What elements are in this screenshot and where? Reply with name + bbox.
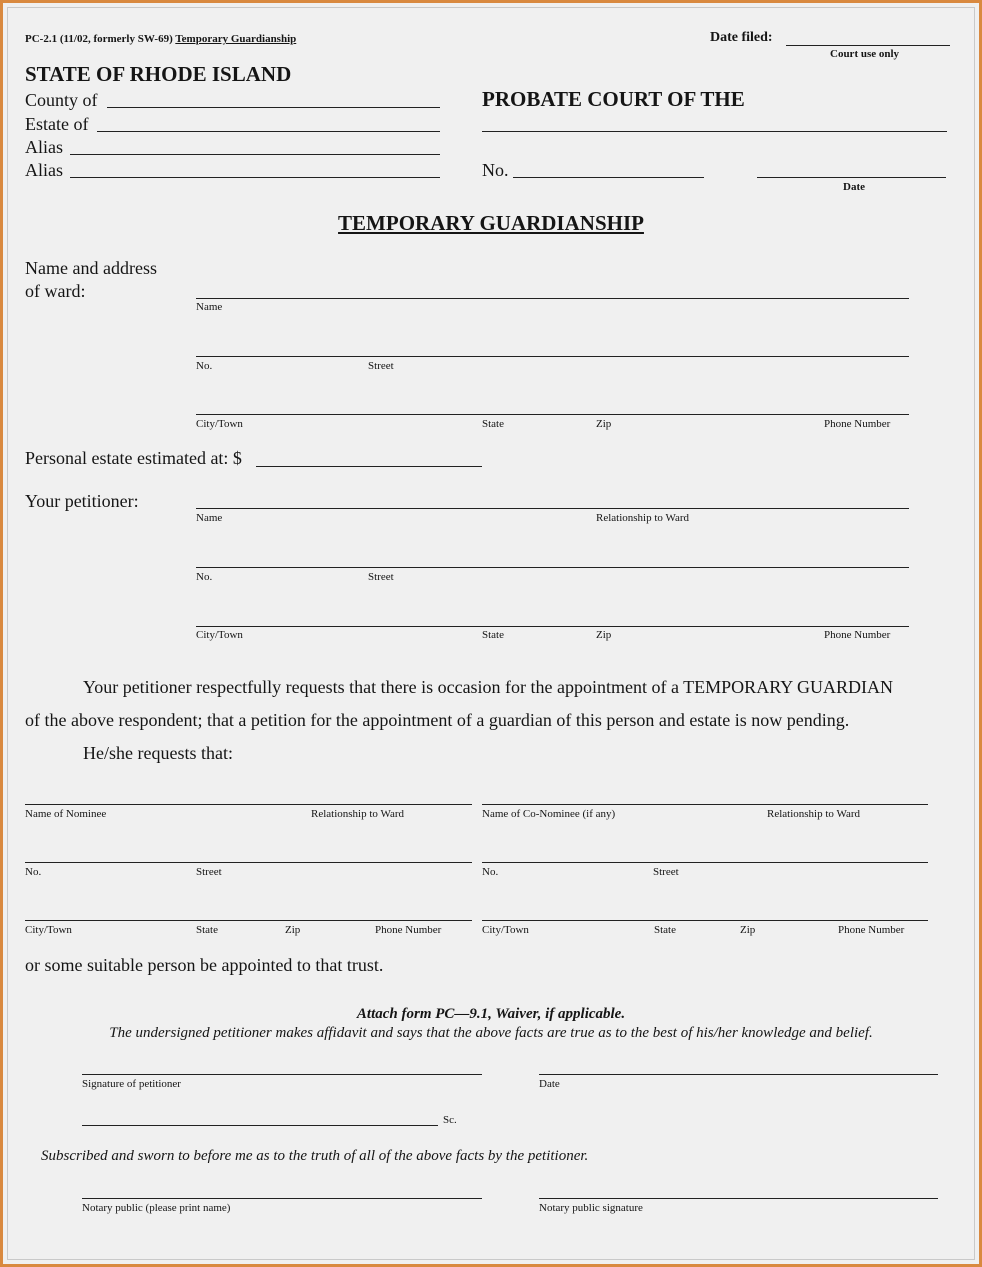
petitioner-phone-label: Phone Number (824, 629, 891, 641)
signature-field[interactable] (82, 1074, 482, 1075)
alias2-field[interactable] (70, 177, 440, 178)
ward-name-field[interactable] (196, 298, 909, 299)
notary-print-label: Notary public (please print name) (82, 1202, 231, 1214)
co-nominee-phone-label: Phone Number (838, 924, 905, 936)
nominee-name-field[interactable] (25, 804, 472, 805)
co-nominee-zip-label: Zip (740, 924, 756, 936)
ward-zip-label: Zip (596, 418, 612, 430)
notary-signature-field[interactable] (539, 1198, 938, 1199)
petitioner-zip-label: Zip (596, 629, 612, 641)
request-paragraph-line2: of the above respondent; that a petition for the appointment of a guardian of this person and estate is now pending. (25, 710, 850, 730)
nominee-city-field[interactable] (25, 920, 472, 921)
nominee-state-label: State (196, 924, 218, 936)
county-label: County of (25, 90, 98, 110)
sc-field[interactable] (82, 1125, 438, 1126)
nominee-city-label: City/Town (25, 924, 72, 936)
county-field[interactable] (107, 107, 440, 108)
co-nominee-street-field[interactable] (482, 862, 928, 863)
estate-estimate-label: Personal estate estimated at: $ (25, 448, 242, 468)
notary-print-field[interactable] (82, 1198, 482, 1199)
co-nominee-name-field[interactable] (482, 804, 928, 805)
petitioner-state-label: State (482, 629, 504, 641)
nominee-street-label: Street (196, 866, 222, 878)
ward-no-label: No. (196, 360, 213, 372)
attach-note: Attach form PC—9.1, Waiver, if applicable. (356, 1006, 626, 1022)
co-nominee-city-field[interactable] (482, 920, 928, 921)
date-filed-label: Date filed: (710, 30, 773, 45)
petitioner-name-label: Name (196, 512, 223, 524)
ward-state-label: State (482, 418, 504, 430)
nominee-zip-label: Zip (285, 924, 301, 936)
nominee-phone-label: Phone Number (375, 924, 442, 936)
ward-name-label: Name (196, 301, 223, 313)
alias1-field[interactable] (70, 154, 440, 155)
ward-heading-1: Name and address (25, 258, 157, 278)
co-nominee-city-label: City/Town (482, 924, 529, 936)
header-date-field[interactable] (757, 177, 946, 178)
co-nominee-name-label: Name of Co-Nominee (if any) (482, 808, 616, 820)
form-id: PC-2.1 (11/02, formerly SW-69) Temporary Guardianship (25, 33, 297, 45)
request-paragraph-line1: Your petitioner respectfully requests that there is occasion for the appointment of a TEMPORARY GUARDIAN (83, 677, 894, 697)
affidavit-text: The undersigned petitioner makes affidavit and says that the above facts are true as to the best of his/her knowledge and belief. (109, 1025, 873, 1041)
page-title: TEMPORARY GUARDIANSHIP (338, 211, 644, 235)
ward-city-field[interactable] (196, 414, 909, 415)
petitioner-city-field[interactable] (196, 626, 909, 627)
petitioner-city-label: City/Town (196, 629, 243, 641)
estate-field[interactable] (97, 131, 440, 132)
petitioner-name-field[interactable] (196, 508, 909, 509)
case-no-label: No. (482, 160, 509, 180)
sworn-text: Subscribed and sworn to before me as to the truth of all of the above facts by the petitioner. (41, 1148, 589, 1164)
case-no-field[interactable] (513, 177, 704, 178)
petitioner-heading: Your petitioner: (25, 491, 139, 511)
co-nominee-state-label: State (654, 924, 676, 936)
ward-city-label: City/Town (196, 418, 243, 430)
ward-heading-2: of ward: (25, 281, 86, 301)
suitable-person-text: or some suitable person be appointed to that trust. (25, 955, 384, 975)
petitioner-street-label: Street (368, 571, 394, 583)
co-nominee-street-label: Street (653, 866, 679, 878)
nominee-no-label: No. (25, 866, 42, 878)
signature-date-label: Date (539, 1078, 560, 1090)
nominee-relationship-label: Relationship to Ward (311, 808, 405, 820)
ward-street-label: Street (368, 360, 394, 372)
court-use-label: Court use only (830, 48, 900, 60)
court-field[interactable] (482, 131, 947, 132)
notary-signature-label: Notary public signature (539, 1202, 643, 1214)
nominee-name-label: Name of Nominee (25, 808, 107, 820)
petitioner-relationship-label: Relationship to Ward (596, 512, 690, 524)
petitioner-street-field[interactable] (196, 567, 909, 568)
sc-label: Sc. (443, 1114, 457, 1126)
co-nominee-no-label: No. (482, 866, 499, 878)
nominee-street-field[interactable] (25, 862, 472, 863)
state-heading: STATE OF RHODE ISLAND (25, 62, 292, 86)
alias1-label: Alias (25, 137, 63, 157)
ward-street-field[interactable] (196, 356, 909, 357)
estate-label: Estate of (25, 114, 89, 134)
estate-estimate-field[interactable] (256, 466, 482, 467)
court-heading: PROBATE COURT OF THE (482, 87, 745, 111)
ward-phone-label: Phone Number (824, 418, 891, 430)
header-date-label: Date (843, 181, 865, 193)
date-filed-field[interactable] (786, 45, 950, 46)
alias2-label: Alias (25, 160, 63, 180)
requests-label: He/she requests that: (83, 743, 233, 763)
co-nominee-relationship-label: Relationship to Ward (767, 808, 861, 820)
signature-label: Signature of petitioner (82, 1078, 181, 1090)
petitioner-no-label: No. (196, 571, 213, 583)
signature-date-field[interactable] (539, 1074, 938, 1075)
